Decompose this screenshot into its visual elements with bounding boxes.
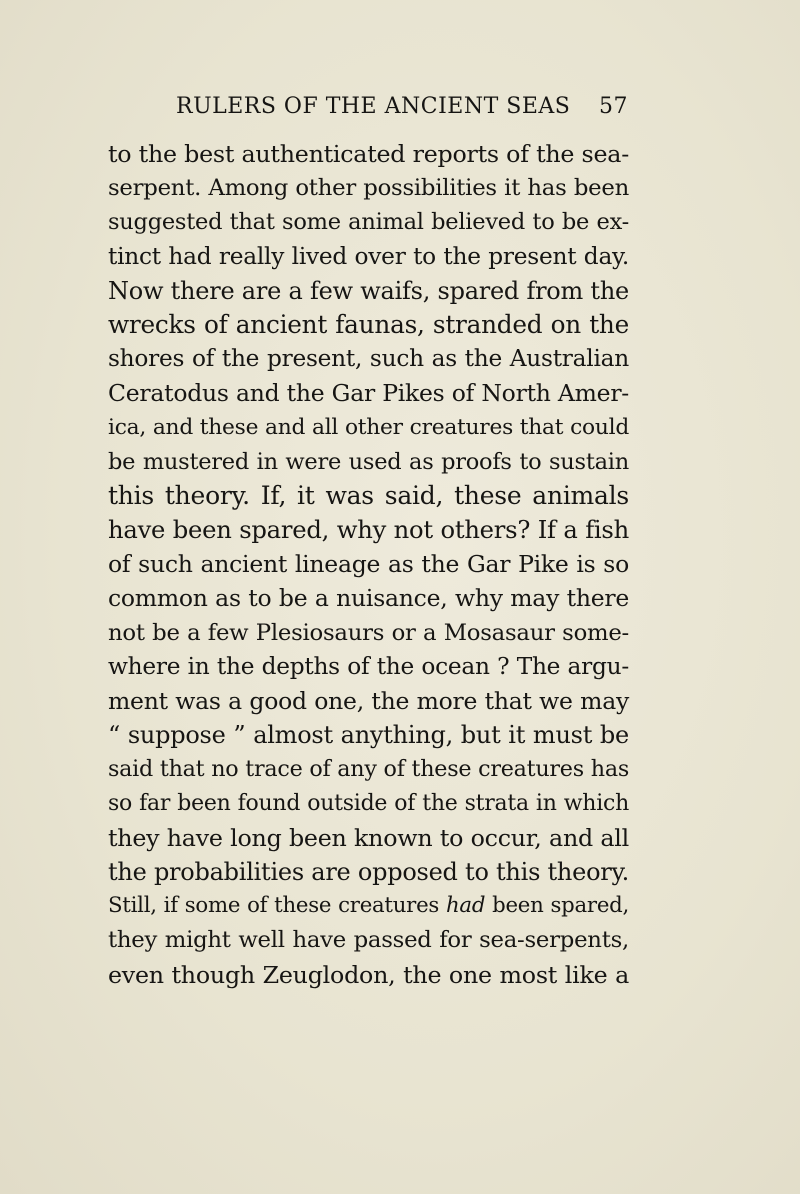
text-line: Now there are a few waifs, spared from the <box>108 276 629 305</box>
text-line: suggested that some animal believed to be ex- <box>108 209 629 236</box>
running-head <box>176 92 628 122</box>
text-line: ica, and these and all other creatures that could <box>108 414 629 440</box>
text-line: they might well have passed for sea-serpents, <box>108 927 629 954</box>
body-text <box>108 137 629 992</box>
text-line: have been spared, why not others? If a fish <box>108 515 629 545</box>
text-line: not be a few Plesiosaurs or a Mosasaur some- <box>108 619 629 646</box>
text-line: shores of the present, such as the Australian <box>108 345 629 373</box>
text-line: the probabilities are opposed to this theory. <box>108 857 629 886</box>
text-line: ment was a good one, the more that we may <box>108 687 629 715</box>
text-line: serpent. Among other possibilities it has been <box>108 175 629 202</box>
text-line: Ceratodus and the Gar Pikes of North Amer- <box>108 379 629 408</box>
running-head-title: RULERS OF THE ANCIENT SEAS <box>176 94 571 119</box>
text-line: be mustered in were used as proofs to sustain <box>108 448 629 475</box>
text-line: “ suppose ” almost anything, but it must be <box>108 721 629 750</box>
text-line: this theory. If, it was said, these animals <box>108 480 629 510</box>
text-line: to the best authenticated reports of the sea- <box>108 140 629 168</box>
page-number: 57 <box>599 94 628 119</box>
text-line: common as to be a nuisance, why may there <box>108 584 629 613</box>
text-line: wrecks of ancient faunas, stranded on the <box>108 309 629 339</box>
text-line: tinct had really lived over to the present day. <box>108 242 629 270</box>
text-line: where in the depths of the ocean ? The argu- <box>108 652 629 680</box>
text-line: of such ancient lineage as the Gar Pike is so <box>108 550 629 579</box>
text-line-with-italic <box>108 889 629 923</box>
text-line: they have long been known to occur, and all <box>108 823 629 852</box>
text-line: so far been found outside of the strata in which <box>108 790 629 816</box>
text-line: even though Zeuglodon, the one most like a <box>108 960 629 989</box>
text-segment: been spared, <box>485 893 630 919</box>
italic-word: had <box>445 893 486 919</box>
text-line: said that no trace of any of these creatures has <box>108 756 629 783</box>
text-segment: Still, if some of these creatures <box>108 893 446 919</box>
